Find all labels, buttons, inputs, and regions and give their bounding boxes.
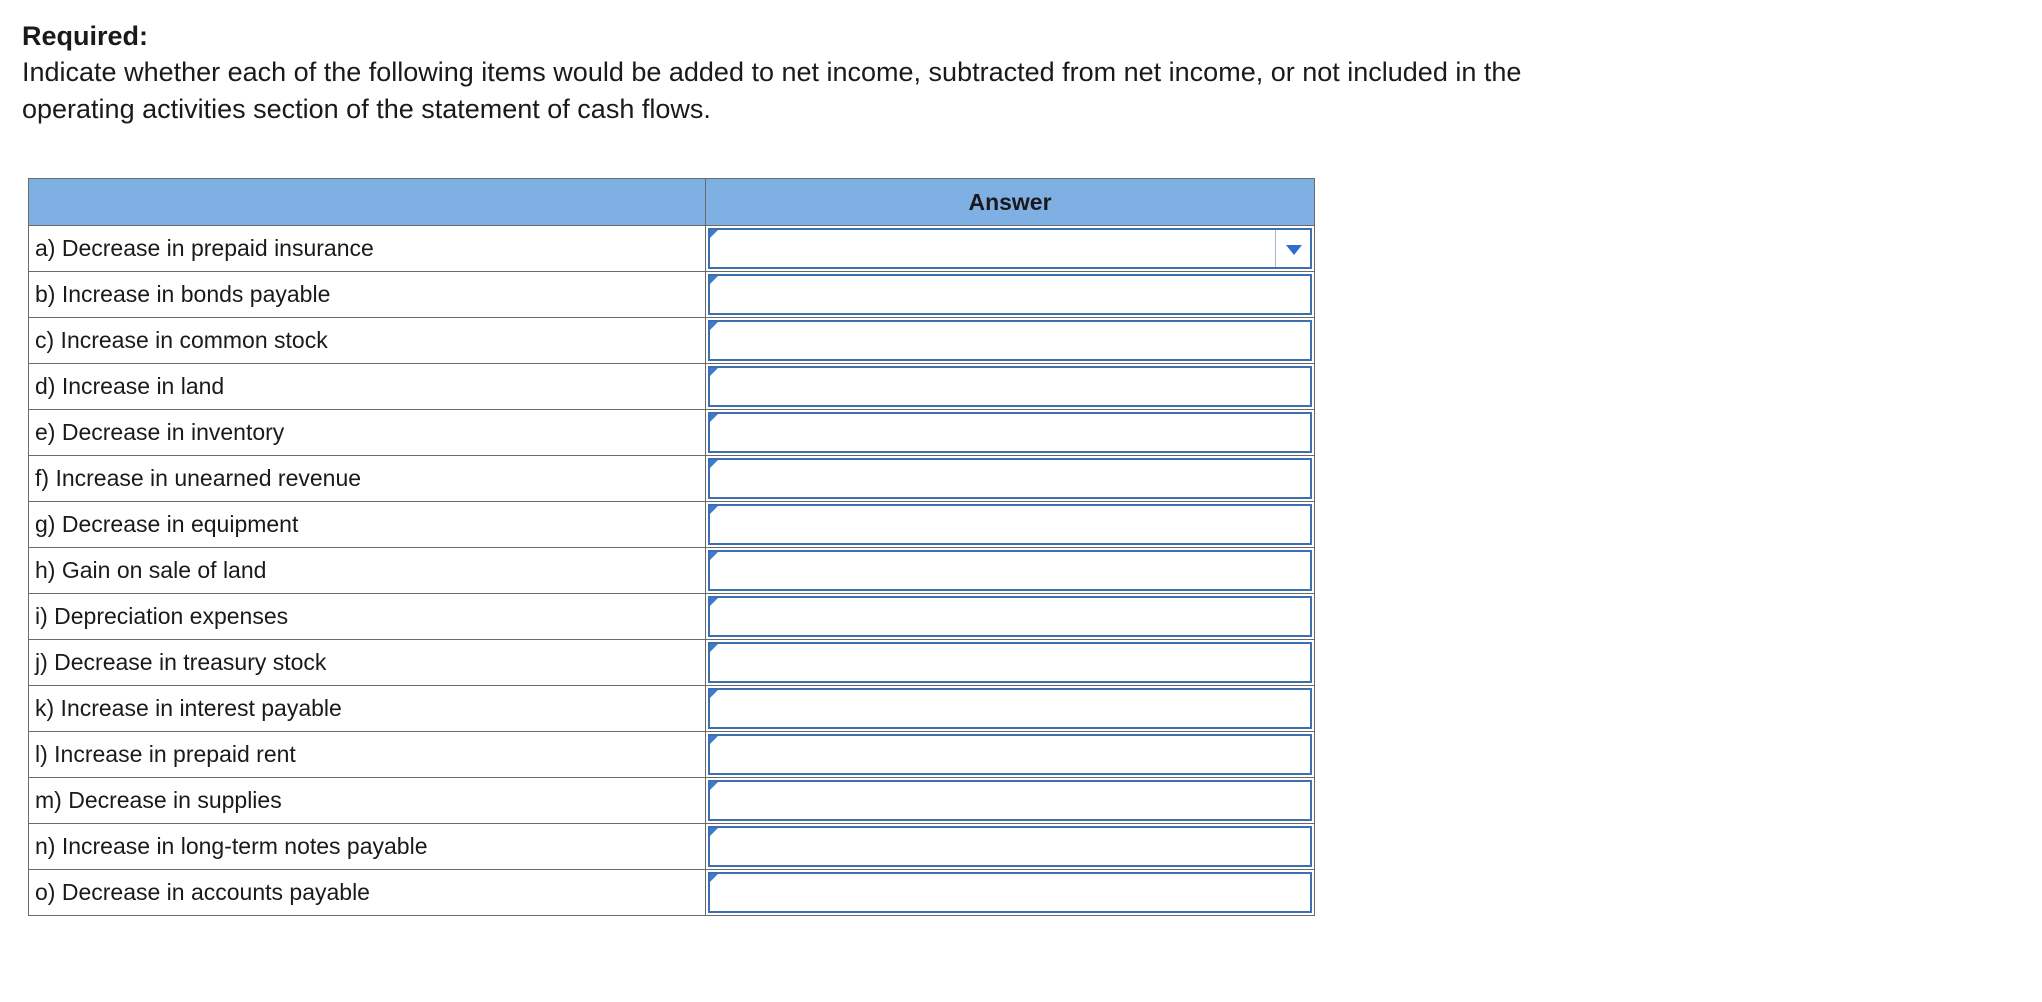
instruction-text-line-2: operating activities section of the statement of cash flows. bbox=[22, 94, 711, 124]
item-label: a) Decrease in prepaid insurance bbox=[29, 226, 706, 272]
table-row bbox=[29, 548, 1315, 594]
item-label: d) Increase in land bbox=[29, 364, 706, 410]
corner-flag-icon bbox=[710, 690, 718, 698]
answer-cell bbox=[706, 548, 1315, 594]
item-label: f) Increase in unearned revenue bbox=[29, 456, 706, 502]
corner-flag-icon bbox=[710, 782, 718, 790]
answer-dropdown[interactable] bbox=[708, 320, 1312, 361]
corner-flag-icon bbox=[710, 598, 718, 606]
item-label: h) Gain on sale of land bbox=[29, 548, 706, 594]
table-row bbox=[29, 732, 1315, 778]
answer-cell bbox=[706, 594, 1315, 640]
answer-cell bbox=[706, 272, 1315, 318]
answer-dropdown[interactable] bbox=[708, 504, 1312, 545]
answer-cell bbox=[706, 778, 1315, 824]
table-row bbox=[29, 410, 1315, 456]
required-heading: Required: bbox=[22, 21, 149, 51]
table-row bbox=[29, 502, 1315, 548]
corner-flag-icon bbox=[710, 736, 718, 744]
item-label: l) Increase in prepaid rent bbox=[29, 732, 706, 778]
answer-table bbox=[28, 178, 1315, 916]
corner-flag-icon bbox=[710, 276, 718, 284]
corner-flag-icon bbox=[710, 828, 718, 836]
answer-dropdown[interactable] bbox=[708, 780, 1312, 821]
item-label: m) Decrease in supplies bbox=[29, 778, 706, 824]
answer-dropdown[interactable] bbox=[708, 458, 1312, 499]
corner-flag-icon bbox=[710, 874, 718, 882]
table-row bbox=[29, 456, 1315, 502]
answer-cell bbox=[706, 364, 1315, 410]
corner-flag-icon bbox=[710, 506, 718, 514]
item-label: c) Increase in common stock bbox=[29, 318, 706, 364]
answer-cell bbox=[706, 686, 1315, 732]
table-row bbox=[29, 594, 1315, 640]
table-row bbox=[29, 686, 1315, 732]
table-row bbox=[29, 272, 1315, 318]
table-row bbox=[29, 824, 1315, 870]
answer-cell bbox=[706, 870, 1315, 916]
corner-flag-icon bbox=[710, 552, 718, 560]
item-label: j) Decrease in treasury stock bbox=[29, 640, 706, 686]
answer-dropdown[interactable] bbox=[708, 366, 1312, 407]
table-row bbox=[29, 318, 1315, 364]
answer-dropdown[interactable] bbox=[708, 274, 1312, 315]
item-label: n) Increase in long-term notes payable bbox=[29, 824, 706, 870]
answer-cell bbox=[706, 456, 1315, 502]
answer-column-header: Answer bbox=[706, 179, 1315, 226]
answer-dropdown[interactable] bbox=[708, 734, 1312, 775]
corner-flag-icon bbox=[710, 414, 718, 422]
item-label: e) Decrease in inventory bbox=[29, 410, 706, 456]
corner-flag-icon bbox=[710, 322, 718, 330]
corner-flag-icon bbox=[710, 644, 718, 652]
table-row bbox=[29, 364, 1315, 410]
item-label: o) Decrease in accounts payable bbox=[29, 870, 706, 916]
answer-dropdown[interactable] bbox=[708, 228, 1312, 269]
answer-cell bbox=[706, 824, 1315, 870]
answer-cell bbox=[706, 226, 1315, 272]
answer-dropdown[interactable] bbox=[708, 826, 1312, 867]
item-column-header bbox=[29, 179, 706, 226]
table-header-row bbox=[29, 179, 1315, 226]
table-row bbox=[29, 640, 1315, 686]
answer-cell bbox=[706, 318, 1315, 364]
table-row bbox=[29, 226, 1315, 272]
answer-dropdown[interactable] bbox=[708, 642, 1312, 683]
table-row bbox=[29, 778, 1315, 824]
item-label: g) Decrease in equipment bbox=[29, 502, 706, 548]
table-row bbox=[29, 870, 1315, 916]
answer-cell bbox=[706, 410, 1315, 456]
answer-dropdown[interactable] bbox=[708, 550, 1312, 591]
item-label: b) Increase in bonds payable bbox=[29, 272, 706, 318]
instruction-text-line-1: Indicate whether each of the following items would be added to net income, subtracted from net income, or not included in the bbox=[22, 57, 1522, 87]
item-label: i) Depreciation expenses bbox=[29, 594, 706, 640]
answer-cell bbox=[706, 640, 1315, 686]
corner-flag-icon bbox=[710, 460, 718, 468]
corner-flag-icon bbox=[710, 230, 718, 238]
answer-cell bbox=[706, 502, 1315, 548]
item-label: k) Increase in interest payable bbox=[29, 686, 706, 732]
answer-dropdown[interactable] bbox=[708, 596, 1312, 637]
answer-dropdown[interactable] bbox=[708, 688, 1312, 729]
instructions-block bbox=[22, 18, 1922, 128]
answer-dropdown[interactable] bbox=[708, 412, 1312, 453]
answer-cell bbox=[706, 732, 1315, 778]
chevron-down-icon[interactable] bbox=[1275, 230, 1310, 267]
corner-flag-icon bbox=[710, 368, 718, 376]
answer-dropdown[interactable] bbox=[708, 872, 1312, 913]
